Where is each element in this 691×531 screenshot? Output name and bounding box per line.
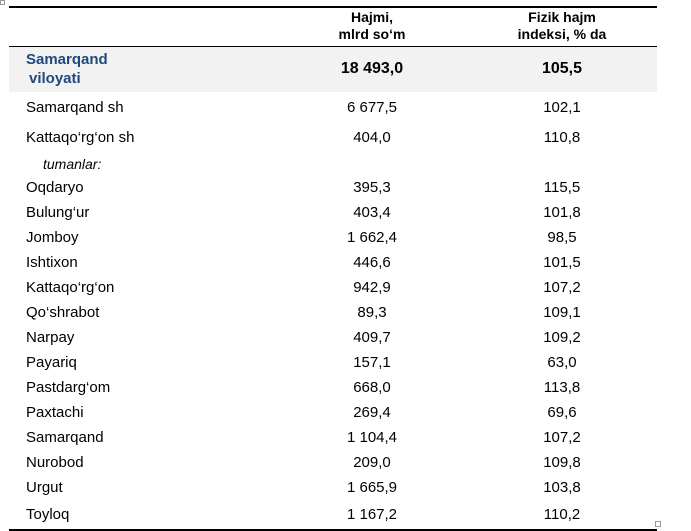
row-volume: 6 677,5 [346,98,398,116]
row-name: Kattaqo‘rg‘on sh [26,128,135,146]
table-row [9,250,657,275]
row-name: Narpay [26,329,75,346]
row-index: 113,8 [543,379,581,396]
table-row [9,175,657,200]
row-volume: 157,1 [353,354,391,371]
row-name: Paxtachi [26,404,84,421]
row-volume: 942,9 [353,279,391,296]
row-index: 101,5 [543,254,581,271]
table-row [9,122,657,152]
table-row [9,350,657,375]
row-name: Kattaqo‘rg‘on [26,279,115,296]
table-row [9,475,657,500]
districts-label: tumanlar: [43,155,102,172]
table-row [9,225,657,250]
row-index: 102,1 [543,98,581,116]
table-row [9,500,657,530]
region-index: 105,5 [541,60,583,78]
row-volume: 446,6 [353,254,391,271]
region-name-line1: Samarqand [26,51,108,69]
header-index-line2: indeksi, % da [517,25,607,42]
row-name: Bulung‘ur [26,204,90,221]
row-name: Pastdarg‘om [26,379,111,396]
row-index: 103,8 [543,479,581,496]
table-row [9,92,657,122]
row-name: Qo‘shrabot [26,304,100,321]
row-volume: 89,3 [357,304,387,321]
header-volume [277,7,467,46]
table-row [9,300,657,325]
row-name: Payariq [26,354,77,371]
row-index: 63,0 [547,354,577,371]
row-name: Urgut [26,479,63,496]
region-name [9,46,277,92]
region-volume: 18 493,0 [340,60,404,78]
row-volume: 404,0 [353,128,391,146]
row-volume: 403,4 [353,204,391,221]
row-name: Oqdaryo [26,179,84,196]
row-index: 110,8 [543,128,581,146]
row-volume: 1 167,2 [277,500,467,530]
header-index-line1: Fizik hajm [528,8,596,25]
table-row [9,425,657,450]
header-volume-line2: mlrd so‘m [338,25,406,42]
row-volume: 409,7 [353,329,391,346]
table-row [9,275,657,300]
row-volume: 1 665,9 [346,479,398,496]
row-index: 109,2 [543,329,581,346]
row-index: 115,5 [543,179,581,196]
corner-crop-mark [0,0,5,5]
row-name: Samarqand [26,429,104,446]
row-name: Toyloq [9,500,277,530]
header-index [467,7,657,46]
row-volume: 209,0 [353,454,391,471]
row-name: Nurobod [26,454,84,471]
row-volume: 1 104,4 [346,429,398,446]
header-volume-line1: Hajmi, [350,8,393,25]
table-row [9,200,657,225]
table-row [9,375,657,400]
row-volume: 668,0 [353,379,391,396]
statistics-table [9,6,657,531]
row-volume: 269,4 [353,404,391,421]
table-row [9,325,657,350]
header-territory [9,7,277,46]
region-name-line2: viloyati [29,70,81,88]
row-volume: 1 662,4 [346,229,398,246]
row-name: Jomboy [26,229,79,246]
row-name: Samarqand sh [26,98,124,116]
table-header-row [9,7,657,46]
row-index: 98,5 [547,229,577,246]
table-row [9,400,657,425]
row-name: Ishtixon [26,254,78,271]
table-row-region [9,46,657,92]
row-index: 109,1 [543,304,581,321]
row-index: 69,6 [547,404,577,421]
row-volume: 395,3 [353,179,391,196]
row-index: 107,2 [543,429,581,446]
row-index: 110,2 [467,500,657,530]
table-row [9,450,657,475]
row-index: 101,8 [543,204,581,221]
table-row-subheading [9,152,657,175]
row-index: 109,8 [543,454,581,471]
row-index: 107,2 [543,279,581,296]
